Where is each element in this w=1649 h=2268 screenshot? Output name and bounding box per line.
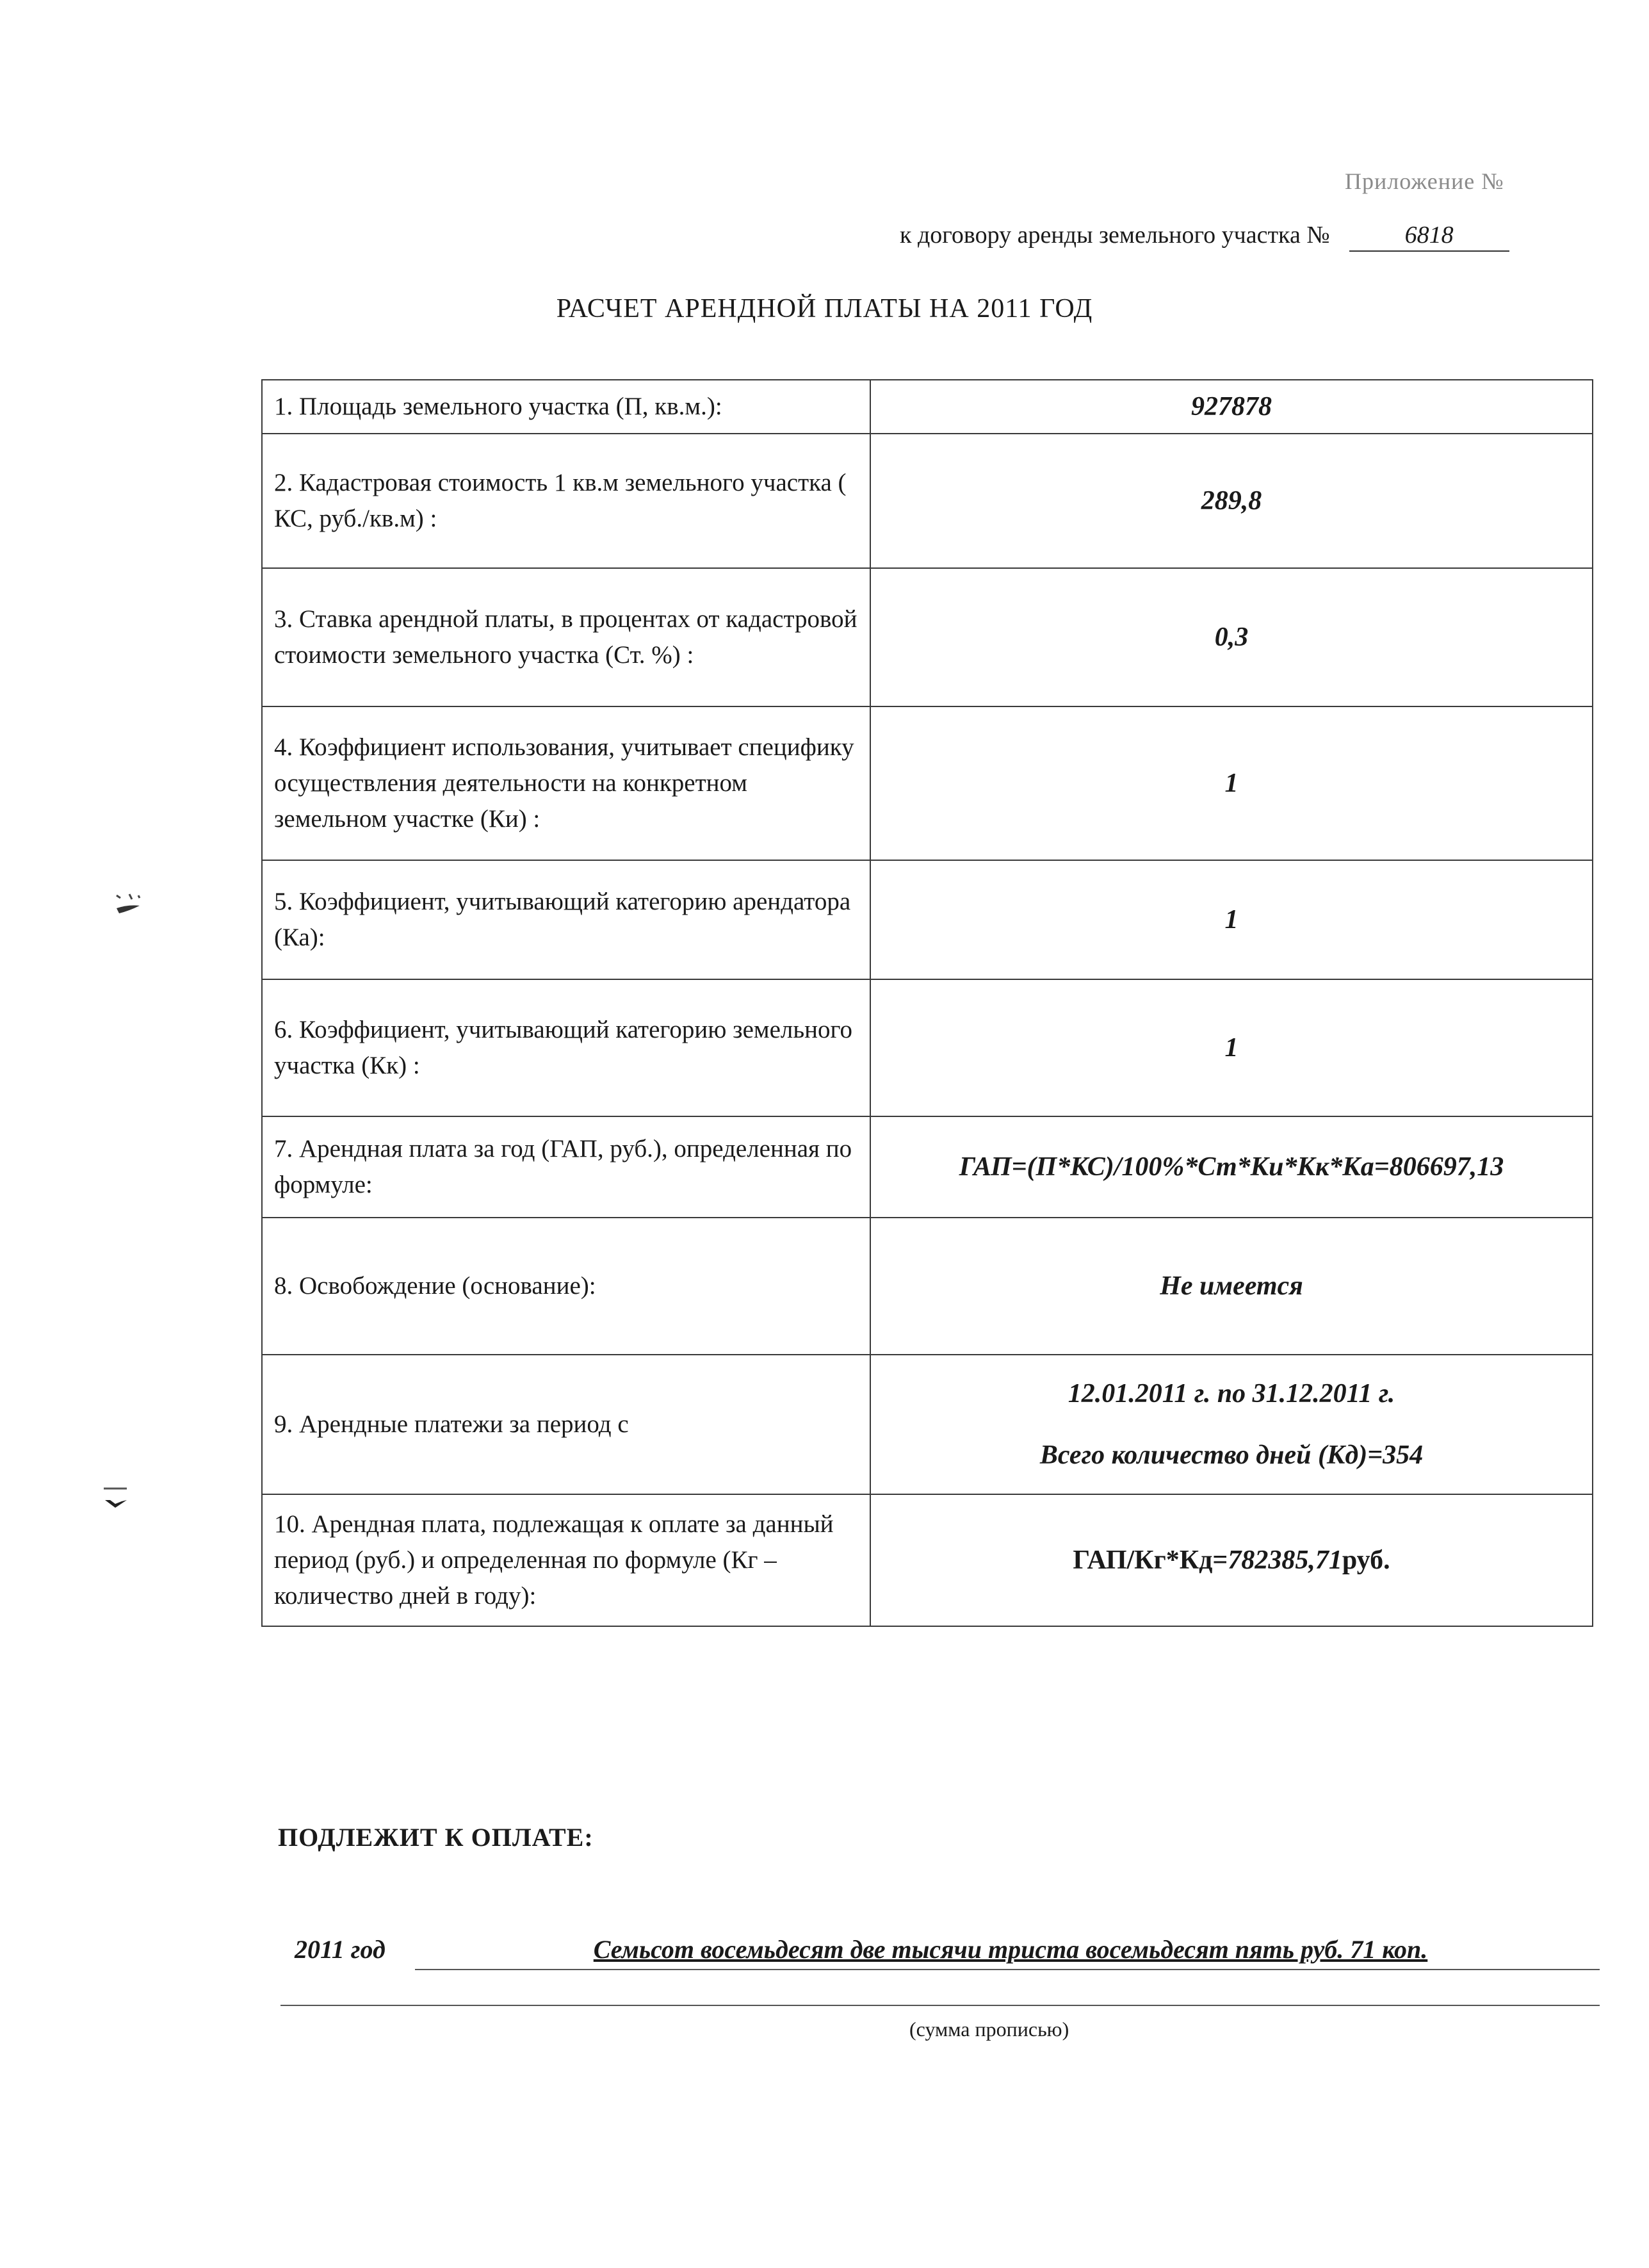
table-row (262, 860, 1593, 979)
table-row (262, 706, 1593, 860)
row-label: 7. Арендная плата за год (ГАП, руб.), определенная по формуле: (262, 1116, 870, 1218)
row-label: 9. Арендные платежи за период с (262, 1355, 870, 1494)
amount-divider (280, 2005, 1600, 2006)
table-row (262, 568, 1593, 706)
table-row (262, 1355, 1593, 1494)
row-value: Не имеется (870, 1218, 1593, 1355)
appendix-label: Приложение № (1345, 168, 1504, 194)
scan-speck-mark (96, 1486, 134, 1512)
payment-line (280, 1934, 1600, 1979)
table-row (262, 1116, 1593, 1218)
table-row (262, 434, 1593, 568)
table-row (262, 380, 1593, 434)
row-label: 4. Коэффициент использования, учитывает специфику осуществления деятельности на конкретном земельном участке (Ки) : (262, 706, 870, 860)
row-value (870, 1494, 1593, 1626)
row-value (870, 1355, 1593, 1494)
document-title: РАСЧЕТ АРЕНДНОЙ ПЛАТЫ НА 2011 ГОД (556, 294, 1093, 323)
row-value: ГАП=(П*КС)/100%*Ст*Ки*Кк*Ка=806697,13 (870, 1116, 1593, 1218)
row-value: 0,3 (870, 568, 1593, 706)
row-value: 1 (870, 706, 1593, 860)
row-value: 1 (870, 860, 1593, 979)
row-value: 289,8 (870, 434, 1593, 568)
amount-caption: (сумма прописью) (909, 2018, 1069, 2041)
payment-heading: ПОДЛЕЖИТ К ОПЛАТЕ: (278, 1823, 594, 1852)
rent-calculation-table (261, 379, 1593, 1627)
row-value: 1 (870, 979, 1593, 1116)
payment-underline (415, 1969, 1600, 1970)
table-row (262, 1218, 1593, 1355)
formula-suffix: руб. (1342, 1546, 1390, 1575)
table-row (262, 1494, 1593, 1626)
row-label: 3. Ставка арендной платы, в процентах от кадастровой стоимости земельного участка (Ст. %) : (262, 568, 870, 706)
contract-number: 6818 (1349, 221, 1509, 252)
row-label: 2. Кадастровая стоимость 1 кв.м земельного участка ( КС, руб./кв.м) : (262, 434, 870, 568)
contract-reference (900, 221, 1509, 252)
row-label: 5. Коэффициент, учитывающий категорию арендатора (Ка): (262, 860, 870, 979)
row-label: 10. Арендная плата, подлежащая к оплате за данный период (руб.) и определенная по формуле (Кг – количество дней в году): (262, 1494, 870, 1626)
payment-amount-words: Семьсот восемьдесят две тысячи триста восемьдесят пять руб. 71 коп. (593, 1935, 1428, 1964)
formula-amount: 782385,71 (1228, 1546, 1342, 1575)
formula-prefix: ГАП/Кг*Кд= (1073, 1546, 1228, 1575)
table-row (262, 979, 1593, 1116)
payment-year: 2011 год (295, 1935, 386, 1964)
row-label: 8. Освобождение (основание): (262, 1218, 870, 1355)
scan-speck-mark (108, 892, 146, 917)
row-value: 927878 (870, 380, 1593, 434)
contract-label: к договору аренды земельного участка № (900, 222, 1330, 249)
period-days: Всего количество дней (Кд)=354 (1039, 1440, 1424, 1470)
period-dates: 12.01.2011 г. по 31.12.2011 г. (1068, 1379, 1395, 1408)
row-label: 1. Площадь земельного участка (П, кв.м.): (262, 380, 870, 434)
row-label: 6. Коэффициент, учитывающий категорию земельного участка (Кк) : (262, 979, 870, 1116)
